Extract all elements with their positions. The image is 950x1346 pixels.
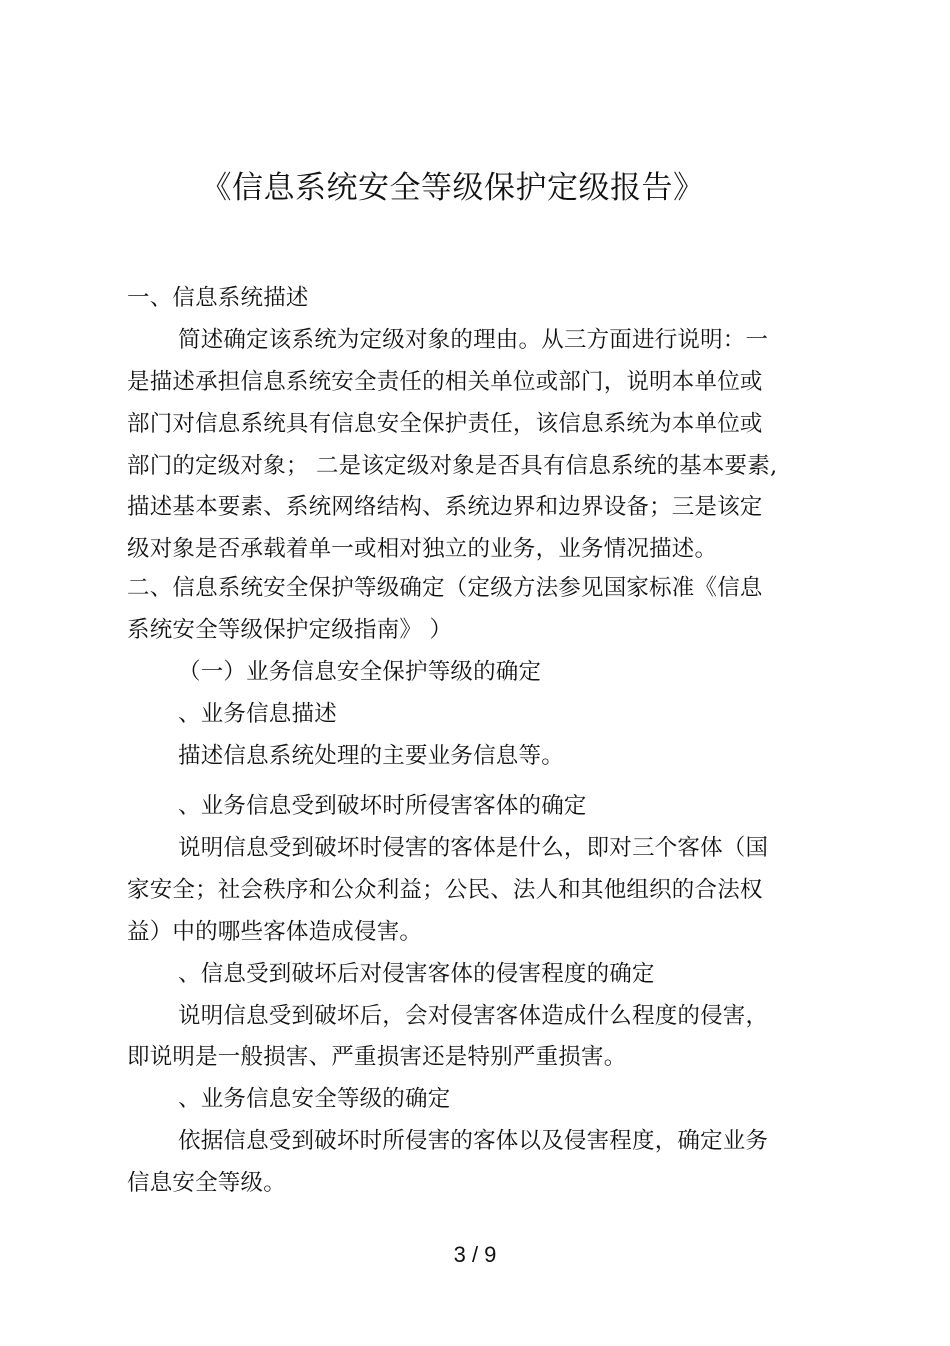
paragraph-line: 家安全；社会秩序和公众利益；公民、法人和其他组织的合法权 (127, 877, 763, 903)
section-heading-2-cont: 系统安全等级保护定级指南》 ） (127, 617, 453, 643)
document-title: 《信息系统安全等级保护定级报告》 (200, 170, 705, 206)
paragraph-line: 说明信息受到破坏后，会对侵害客体造成什么程度的侵害， (178, 1003, 769, 1029)
section-heading-1: 一、信息系统描述 (127, 285, 309, 311)
paragraph-line: 即说明是一般损害、严重损害还是特别严重损害。 (127, 1044, 627, 1070)
subsection-heading: （一）业务信息安全保护等级的确定 (178, 659, 542, 685)
item-heading: 、业务信息安全等级的确定 (178, 1086, 451, 1112)
paragraph-line: 部门的定级对象； 二是该定级对象是否具有信息系统的基本要素, (127, 453, 778, 479)
item-heading: 、业务信息描述 (178, 701, 337, 727)
paragraph-line: 依据信息受到破坏时所侵害的客体以及侵害程度，确定业务 (178, 1128, 769, 1154)
paragraph-line: 部门对信息系统具有信息安全保护责任，该信息系统为本单位或 (127, 411, 763, 437)
paragraph-line: 说明信息受到破坏时侵害的客体是什么，即对三个客体（国 (178, 835, 769, 861)
paragraph-line: 是描述承担信息系统安全责任的相关单位或部门，说明本单位或 (127, 369, 763, 395)
paragraph-line: 描述基本要素、系统网络结构、系统边界和边界设备；三是该定 (127, 494, 763, 520)
paragraph-line: 益）中的哪些客体造成侵害。 (127, 919, 423, 945)
page-number: 3 / 9 (453, 1242, 497, 1267)
paragraph-line: 简述确定该系统为定级对象的理由。从三方面进行说明：一 (178, 327, 769, 353)
item-heading: 、业务信息受到破坏时所侵害客体的确定 (178, 793, 587, 819)
item-heading: 、信息受到破坏后对侵害客体的侵害程度的确定 (178, 961, 655, 987)
paragraph-line: 级对象是否承载着单一或相对独立的业务，业务情况描述。 (127, 536, 718, 562)
paragraph-line: 描述信息系统处理的主要业务信息等。 (178, 743, 564, 769)
section-heading-2: 二、信息系统安全保护等级确定（定级方法参见国家标准《信息 (127, 575, 763, 601)
paragraph-line: 信息安全等级。 (127, 1170, 286, 1196)
